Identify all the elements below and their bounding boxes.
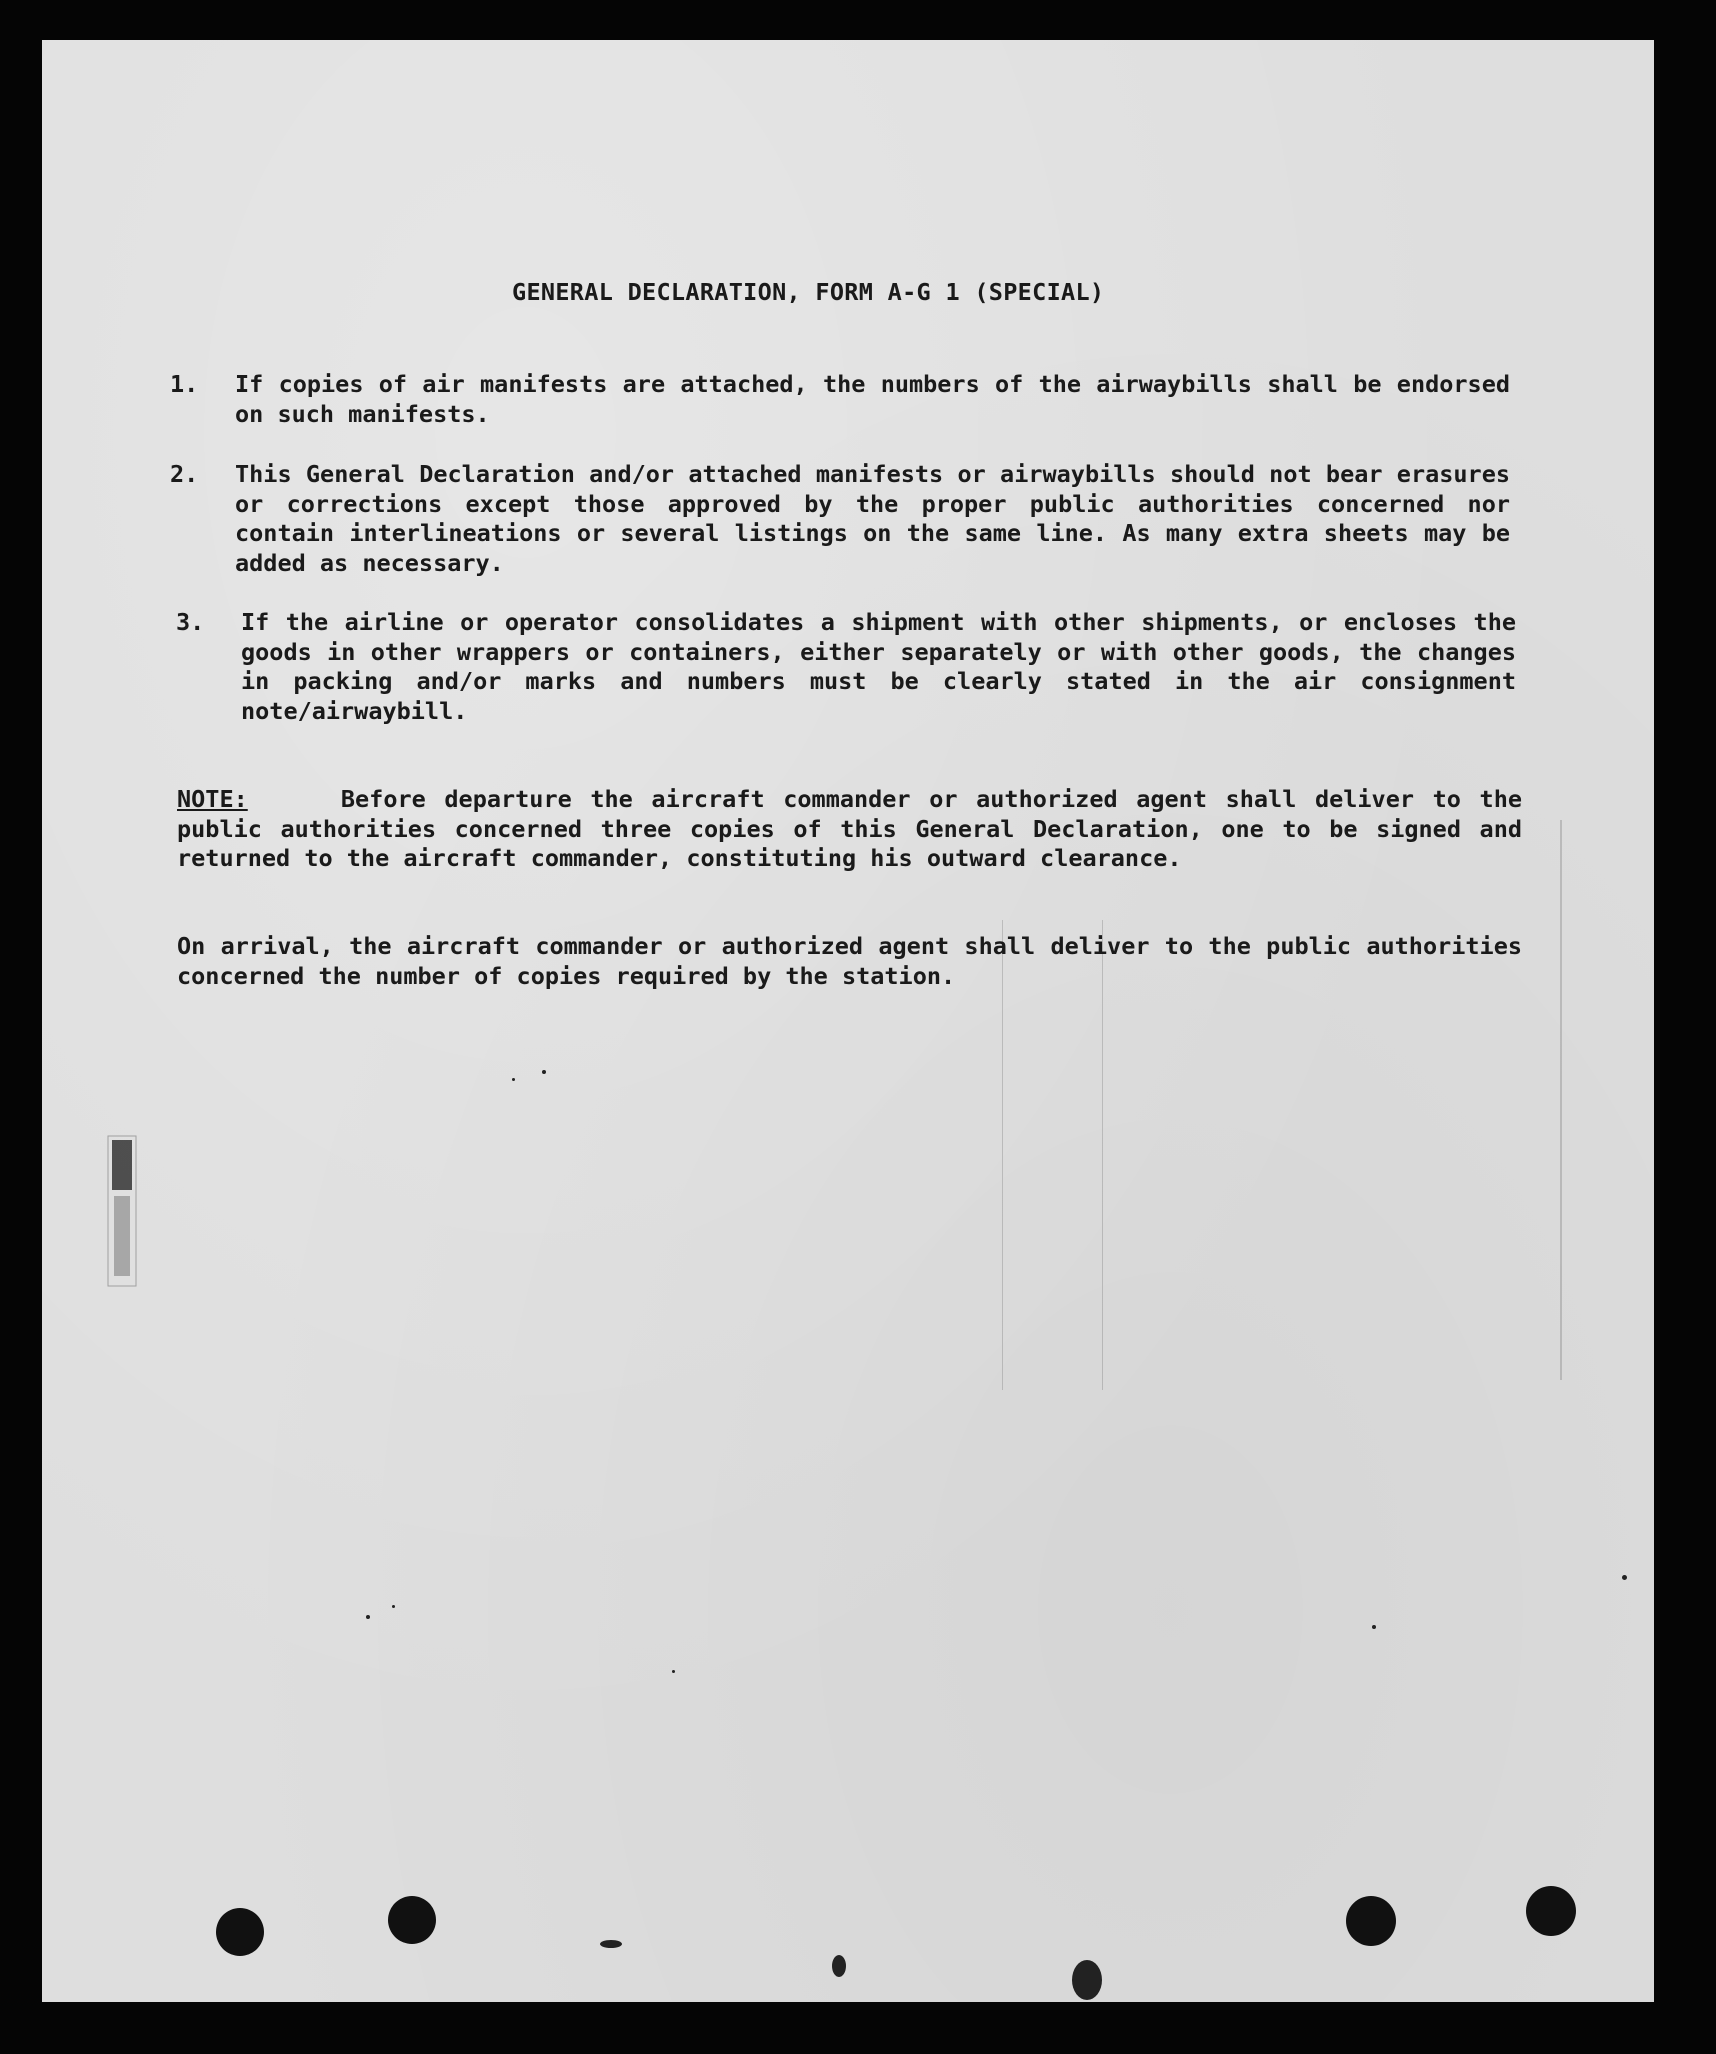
dust-speck <box>366 1615 370 1619</box>
arrival-text: On arrival, the aircraft commander or authorized agent shall deliver to the public authorities concerned the number of copies required by the station. <box>177 932 1522 990</box>
dust-speck <box>672 1670 675 1673</box>
binding-hole <box>1526 1886 1576 1936</box>
dust-speck <box>392 1605 395 1608</box>
note-label: NOTE: <box>177 785 248 813</box>
bleed-through-mark <box>1362 1120 1377 1171</box>
item-text: If the airline or operator consolidates a shipment with other shipments, or encloses the goods in other wrappers or containers, either separately or with other goods, the changes in packing and/or marks and numbers must be clearly stated in the air consignment note/airwaybill. <box>241 608 1516 725</box>
binding-hole <box>1346 1896 1396 1946</box>
dust-speck <box>1622 1575 1627 1580</box>
dust-speck <box>542 1070 546 1074</box>
binding-hole <box>216 1908 264 1956</box>
instruction-item-2 <box>170 460 1570 580</box>
note-paragraph <box>177 785 1522 874</box>
instruction-item-3 <box>176 608 1576 728</box>
item-number: 2. <box>170 460 199 488</box>
bleed-through-rule <box>1560 820 1562 1380</box>
binding-hole <box>388 1896 436 1944</box>
arrival-paragraph <box>177 932 1522 991</box>
dust-speck <box>832 1955 846 1977</box>
document-title: GENERAL DECLARATION, FORM A-G 1 (SPECIAL) <box>512 278 1105 306</box>
item-number: 1. <box>170 370 199 398</box>
dust-speck <box>512 1078 515 1081</box>
dust-speck <box>600 1940 622 1948</box>
item-text: If copies of air manifests are attached, the numbers of the airwaybills shall be endorsed on such manifests. <box>235 370 1510 428</box>
document-page <box>42 40 1654 2002</box>
dust-speck <box>1372 1625 1376 1629</box>
item-text: This General Declaration and/or attached manifests or airwaybills should not bear erasures or corrections except those approved by the proper public authorities concerned nor contain interlineations or several listings on the same line. As many extra sheets may be added as necessary. <box>235 460 1510 577</box>
dust-speck <box>1072 1960 1102 2000</box>
note-text: Before departure the aircraft commander or authorized agent shall deliver to the public authorities concerned three copies of this General Declaration, one to be signed and returned to the aircraft commander, constituting his outward clearance. <box>177 785 1522 872</box>
instruction-item-1 <box>170 370 1570 432</box>
margin-stamp <box>104 1130 140 1290</box>
item-number: 3. <box>176 608 205 636</box>
